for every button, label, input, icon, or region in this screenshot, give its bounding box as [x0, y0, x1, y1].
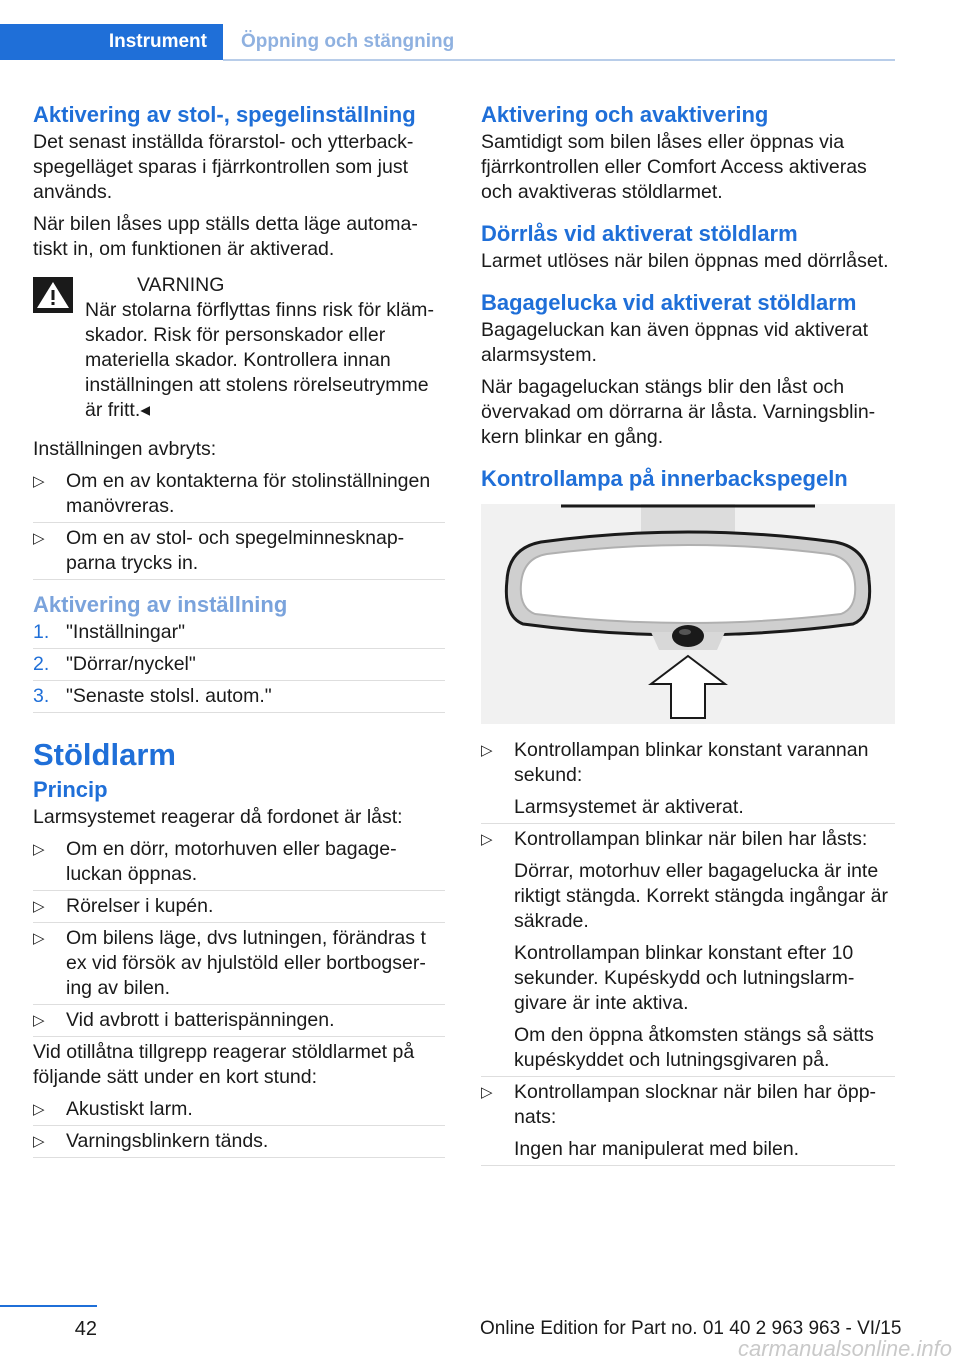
paragraph: Bagageluckan kan även öppnas vid aktiverat alarmsystem. [481, 319, 869, 366]
triangle-right-icon: ▷ [33, 1101, 45, 1118]
lamp-list [481, 738, 895, 1162]
principle-intro: Larmsystemet reagerar då fordonet är låst: [33, 806, 403, 828]
left-column [33, 100, 445, 1161]
triangle-right-icon: ▷ [481, 1084, 493, 1101]
triangle-right-icon: ▷ [33, 841, 45, 858]
paragraph: Det senast inställda förarstol- och ytterbackspegelläget sparas i fjärrkontrollen som just används. [33, 131, 414, 203]
list-item: 1. "Inställningar" [33, 620, 445, 645]
principle-list [33, 837, 445, 1033]
triangle-right-icon: ▷ [33, 898, 45, 915]
tab-instrument[interactable]: Instrument [0, 24, 223, 60]
watermark: carmanualsonline.info [737, 1336, 952, 1361]
heading-tailgate: Bagagelucka vid aktiverat stöldlarm [481, 290, 857, 315]
list-item: ▷ Vid avbrott i batterispänningen. [33, 1008, 445, 1033]
rearview-mirror-illustration [481, 504, 895, 724]
triangle-right-icon: ▷ [33, 473, 45, 490]
abort-list [33, 469, 445, 576]
header-tabs [0, 24, 895, 62]
steps-list [33, 620, 445, 709]
list-item: ▷ Rörelser i kupén. [33, 894, 445, 919]
triangle-right-icon: ▷ [33, 1133, 45, 1150]
paragraph: När bilen låses upp ställs detta läge automatiskt in, om funktionen är aktiverad. [33, 213, 418, 260]
heading-indicator-lamp: Kontrollampa på innerbackspegeln [481, 466, 848, 491]
list-item: 3. "Senaste stolsl. autom." [33, 684, 445, 709]
triangle-right-icon: ▷ [33, 530, 45, 547]
list-item: 2. "Dörrar/nyckel" [33, 652, 445, 677]
paragraph: Larmet utlöses när bilen öppnas med dörrlåset. [481, 250, 889, 272]
heading-activation-deactivation: Aktivering och avaktivering [481, 102, 769, 127]
list-item: ▷ Om en av kontakterna för stolinställningen manövreras. [33, 469, 445, 519]
triangle-right-icon: ▷ [481, 831, 493, 848]
edition-line: Online Edition for Part no. 01 40 2 963 963 - VI/15 [480, 1318, 902, 1339]
list-item: ▷ Kontrollampan blinkar konstant varannan sekund: Larmsystemet är aktiverat. [481, 738, 895, 820]
list-item: ▷ Akustiskt larm. [33, 1097, 445, 1122]
triangle-right-icon: ▷ [481, 742, 493, 759]
heading-seat-mirror: Aktivering av stol-, spegelinställning [33, 102, 416, 127]
paragraph: När bagageluckan stängs blir den låst och övervakad om dörrarna är låsta. Varningsblinkern blinkar en gång. [481, 376, 876, 448]
warning-title: VARNING [137, 274, 225, 296]
response-list [33, 1097, 445, 1154]
abort-intro: Inställningen avbryts: [33, 438, 217, 460]
list-item: ▷ Kontrollampan blinkar när bilen har låsts: Dörrar, motorhuv eller bagagelucka är inte riktigt stängda. Korrekt stängda ingångar är säkrade. Kontrollampan blinkar konstant efter 10 sekunder. Kupéskydd och lutningslarmgivare är inte aktiva. Om den öppna åtkomsten stängs så sätts kupéskyddet och lutningsgivaren på. [481, 827, 895, 1073]
footer-rule [0, 1305, 97, 1307]
warning-text-wrap [85, 298, 445, 423]
list-item: ▷ Kontrollampan slocknar när bilen har öppnats: Ingen har manipulerat med bilen. [481, 1080, 895, 1162]
list-item: ▷ Om bilens läge, dvs lutningen, förändras t ex vid försök av hjulstöld eller bortbogsering av bilen. [33, 926, 445, 1001]
heading-door-lock: Dörrlås vid aktiverat stöldlarm [481, 221, 798, 246]
warning-block [33, 273, 445, 423]
warning-triangle-icon [33, 277, 73, 313]
paragraph: Samtidigt som bilen låses eller öppnas via fjärrkontrollen eller Comfort Access aktiveras och avaktiveras stöldlarmet. [481, 131, 867, 203]
list-item: ▷ Om en dörr, motorhuven eller bagageluckan öppnas. [33, 837, 445, 887]
heading-activation: Aktivering av inställning [33, 592, 288, 617]
triangle-right-icon: ▷ [33, 930, 45, 947]
heading-alarm: Stöldlarm [33, 737, 176, 772]
heading-principle: Princip [33, 777, 108, 802]
triangle-right-icon: ▷ [33, 1012, 45, 1029]
response-intro: Vid otillåtna tillgrepp reagerar stöldlarmet på följande sätt under en kort stund: [33, 1041, 415, 1088]
header-rule [223, 59, 895, 61]
page-number: 42 [74, 1318, 97, 1340]
tab-opening-closing[interactable]: Öppning och stängning [241, 31, 455, 52]
right-column [481, 100, 895, 1169]
list-item: ▷ Varningsblinkern tänds. [33, 1129, 445, 1154]
list-item: ▷ Om en av stol- och spegelminnesknapparna trycks in. [33, 526, 445, 576]
warning-text: När stolarna förflyttas finns risk för klämskador. Risk för personskador eller materiella skador. Kontrollera innan inställningen att stolens rörelseutrymme är fritt.◂ [85, 299, 434, 421]
